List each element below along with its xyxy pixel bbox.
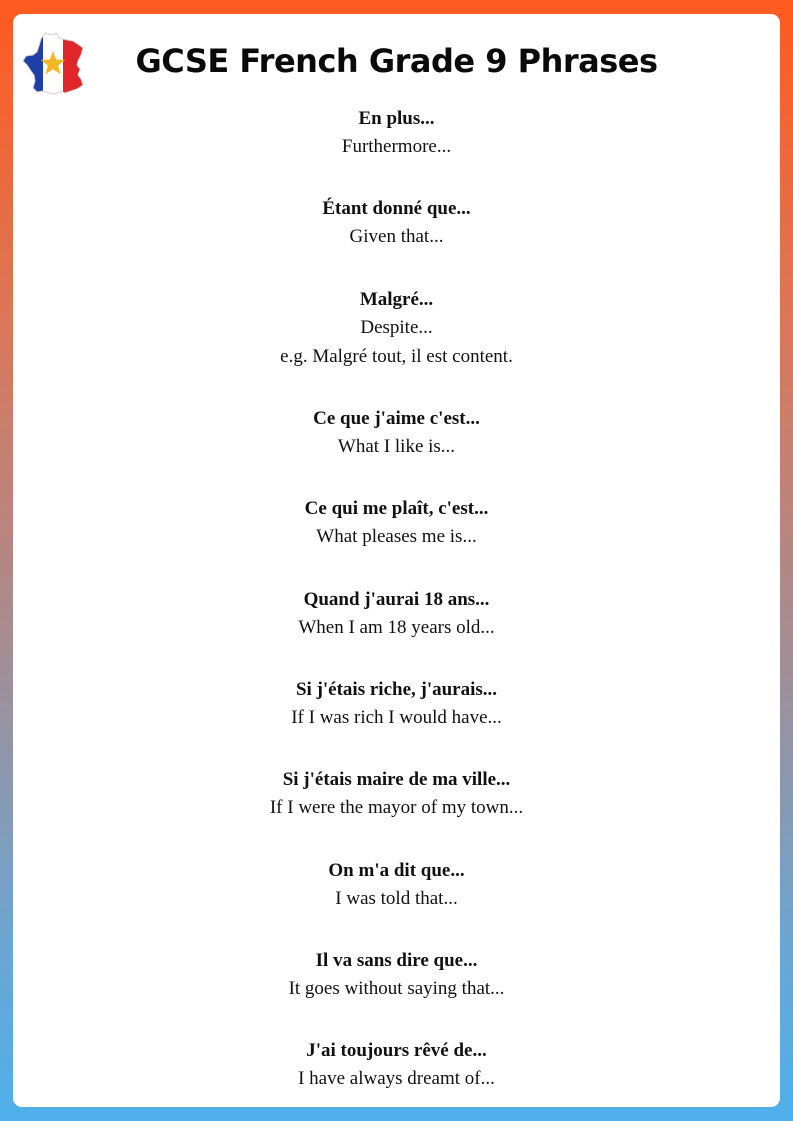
french-phrase: On m'a dit que... <box>328 859 465 881</box>
french-phrase: Si j'étais riche, j'aurais... <box>295 678 498 700</box>
phrase-item <box>0 767 793 855</box>
french-phrase: Ce qui me plaît, c'est... <box>304 498 489 520</box>
phrase-item <box>0 1038 793 1121</box>
phrase-item <box>0 858 793 946</box>
example-sentence: e.g. Malgré tout, il est content. <box>280 345 513 367</box>
page-title: GCSE French Grade 9 Phrases <box>135 42 658 80</box>
phrase-item <box>0 587 793 675</box>
french-phrase: Quand j'aurai 18 ans... <box>303 588 490 610</box>
french-phrase: En plus... <box>358 108 435 129</box>
phrase-item <box>0 106 793 194</box>
phrase-item <box>0 948 793 1036</box>
english-translation: Despite... <box>360 316 433 338</box>
english-translation: I have always dreamt of... <box>298 1068 495 1090</box>
english-translation: I was told that... <box>335 887 458 909</box>
english-translation: What I like is... <box>337 436 456 458</box>
phrase-item <box>0 406 793 494</box>
english-translation: If I were the mayor of my town... <box>269 797 524 819</box>
phrase-item <box>0 496 793 584</box>
phrase-list <box>0 104 793 1121</box>
phrase-item <box>0 677 793 765</box>
french-phrase: J'ai toujours rêvé de... <box>306 1040 487 1062</box>
english-translation: Furthermore... <box>341 136 452 157</box>
french-phrase: Il va sans dire que... <box>315 949 478 971</box>
french-phrase: Étant donné que... <box>322 198 471 220</box>
english-translation: What pleases me is... <box>316 526 477 548</box>
english-translation: When I am 18 years old... <box>298 616 495 638</box>
english-translation: It goes without saying that... <box>288 977 505 999</box>
french-phrase: Malgré... <box>359 288 434 310</box>
french-phrase: Ce que j'aime c'est... <box>313 408 480 430</box>
phrase-item <box>0 287 793 405</box>
english-translation: If I was rich I would have... <box>291 706 502 728</box>
french-phrase: Si j'étais maire de ma ville... <box>282 769 511 791</box>
english-translation: Given that... <box>349 226 444 248</box>
phrase-item <box>0 196 793 284</box>
